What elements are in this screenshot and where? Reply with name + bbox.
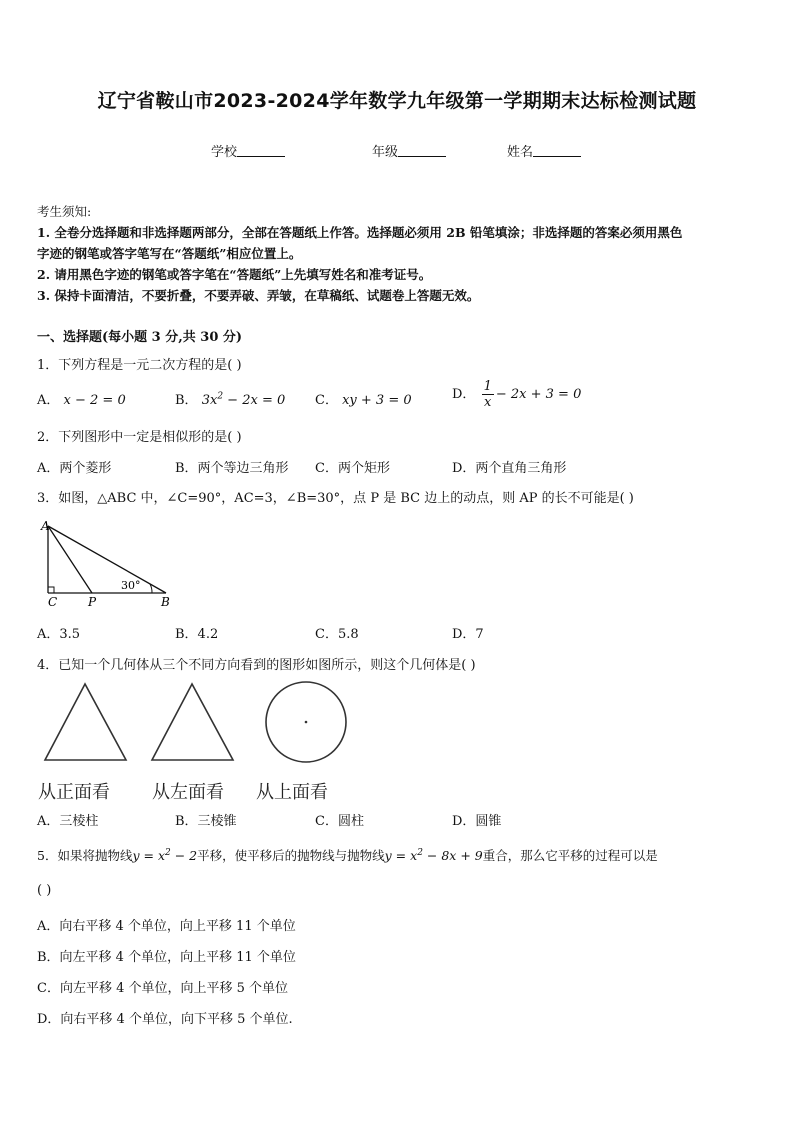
q5-stem-mid: 平移，使平移后的抛物线与抛物线: [197, 848, 385, 863]
q5-p2-sup: 2: [417, 847, 423, 858]
q5-stem-pre: 5．如果将抛物线: [37, 848, 133, 863]
question-1-stem: 1．下列方程是一元二次方程的是( ): [37, 358, 242, 373]
q2-option-c[interactable]: C．两个矩形: [315, 461, 390, 476]
name-label: 姓名: [507, 145, 534, 160]
q5-answer-paren: ( ): [37, 883, 52, 898]
q2-option-b[interactable]: B．两个等边三角形: [175, 461, 289, 476]
q3-option-b[interactable]: B．4.2: [175, 627, 219, 642]
question-3-stem: 3．如图，△ABC 中，∠C=90°，AC=3，∠B=30°，点 P 是 BC 边上的动点，则 AP 的长不可能是( ): [37, 491, 634, 506]
angle-label: 30°: [121, 579, 141, 592]
q5-parabola-1: [132, 848, 197, 863]
q5-p1-post: − 2: [170, 848, 198, 863]
q4-option-a[interactable]: A．三棱柱: [37, 814, 99, 829]
left-view-triangle: [152, 684, 233, 760]
q5-option-d[interactable]: D．向右平移 4 个单位，向下平移 5 个单位.: [37, 1012, 293, 1027]
q4-option-d[interactable]: D．圆锥: [452, 814, 502, 829]
q5-option-b[interactable]: B．向左平移 4 个单位，向上平移 11 个单位: [37, 950, 296, 965]
q1-d-numerator: 1: [483, 379, 492, 394]
q1-d-denominator: x: [484, 395, 492, 410]
label-a: A: [41, 519, 50, 533]
view-caption-left: 从左面看: [152, 782, 224, 803]
q5-p1-sup: 2: [165, 847, 171, 858]
right-angle-mark: [48, 587, 54, 593]
q1-option-c[interactable]: [315, 389, 412, 408]
q5-p2-post: − 8x + 9: [422, 848, 483, 863]
q5-option-a[interactable]: A．向右平移 4 个单位，向上平移 11 个单位: [37, 919, 296, 934]
q1-a-label: A．: [37, 393, 60, 408]
q5-p2-pre: y = x: [384, 848, 418, 863]
school-blank[interactable]: [237, 143, 285, 157]
notice-block: [37, 201, 759, 306]
q3-option-c[interactable]: C．5.8: [315, 627, 359, 642]
q3-option-a[interactable]: A．3.5: [37, 627, 81, 642]
notice-heading: 考生须知:: [37, 204, 92, 219]
q5-p1-pre: y = x: [132, 848, 166, 863]
q5-parabola-2: [385, 848, 483, 863]
question-5-stem: [37, 846, 658, 864]
section-heading: 一、选择题(每小题 3 分,共 30 分): [37, 330, 243, 345]
triangle-abc-figure: [38, 518, 178, 610]
question-4-stem: 4．已知一个几何体从三个不同方向看到的图形如图所示，则这个几何体是( ): [37, 658, 476, 673]
label-b: B: [161, 595, 170, 609]
grade-field[interactable]: [372, 141, 446, 160]
q4-option-c[interactable]: C．圆柱: [315, 814, 364, 829]
label-c: C: [48, 595, 58, 609]
q1-d-label: D．: [452, 387, 476, 402]
q1-c-label: C．: [315, 393, 338, 408]
q2-option-d[interactable]: D．两个直角三角形: [452, 461, 567, 476]
front-view-triangle: [45, 684, 126, 760]
q1-a-math: x − 2 = 0: [63, 393, 126, 408]
question-2-stem: 2．下列图形中一定是相似形的是( ): [37, 430, 242, 445]
q5-stem-post: 重合，那么它平移的过程可以是: [482, 848, 658, 863]
label-p: P: [88, 595, 97, 609]
notice-item-1-cont: 字迹的钢笔或答字笔写在“答题纸”相应位置上。: [37, 246, 302, 261]
q1-option-b[interactable]: [175, 389, 285, 408]
q5-option-c[interactable]: C．向左平移 4 个单位，向上平移 5 个单位: [37, 981, 289, 996]
q1-b-sup: 2: [217, 391, 224, 402]
school-field[interactable]: [211, 141, 285, 160]
q2-option-a[interactable]: A．两个菱形: [37, 461, 112, 476]
school-label: 学校: [211, 145, 238, 160]
q1-c-math: xy + 3 = 0: [342, 393, 412, 408]
q1-d-fraction: [482, 379, 494, 410]
q1-option-a[interactable]: [37, 389, 126, 408]
side-ab: [48, 526, 166, 593]
notice-item-1: 1. 全卷分选择题和非选择题两部分，全部在答题纸上作答。选择题必须用 2B 铅笔填涂；非选择题的答案必须用黑色: [37, 225, 683, 240]
three-views-figure: [40, 680, 360, 766]
view-caption-top: 从上面看: [256, 782, 328, 803]
notice-item-3: 3. 保持卡面清洁，不要折叠，不要弄破、弄皱，在草稿纸、试题卷上答题无效。: [37, 288, 480, 303]
grade-blank[interactable]: [398, 143, 446, 157]
q1-b-label: B．: [175, 393, 198, 408]
segment-ap: [48, 526, 92, 593]
view-caption-front: 从正面看: [38, 782, 110, 803]
q3-option-d[interactable]: D．7: [452, 627, 484, 642]
grade-label: 年级: [372, 145, 399, 160]
q1-option-d[interactable]: [452, 379, 581, 410]
top-view-center-dot: [305, 721, 308, 724]
name-blank[interactable]: [533, 143, 581, 157]
q4-option-b[interactable]: B．三棱锥: [175, 814, 237, 829]
q1-b-post: − 2x = 0: [223, 393, 286, 408]
exam-title: 辽宁省鞍山市2023-2024学年数学九年级第一学期期末达标检测试题: [97, 90, 697, 112]
q1-b-pre: 3x: [201, 393, 218, 408]
name-field[interactable]: [507, 141, 581, 160]
notice-item-2: 2. 请用黑色字迹的钢笔或答字笔在“答题纸”上先填写姓名和准考证号。: [37, 267, 432, 282]
q1-d-post: − 2x + 3 = 0: [495, 387, 582, 402]
